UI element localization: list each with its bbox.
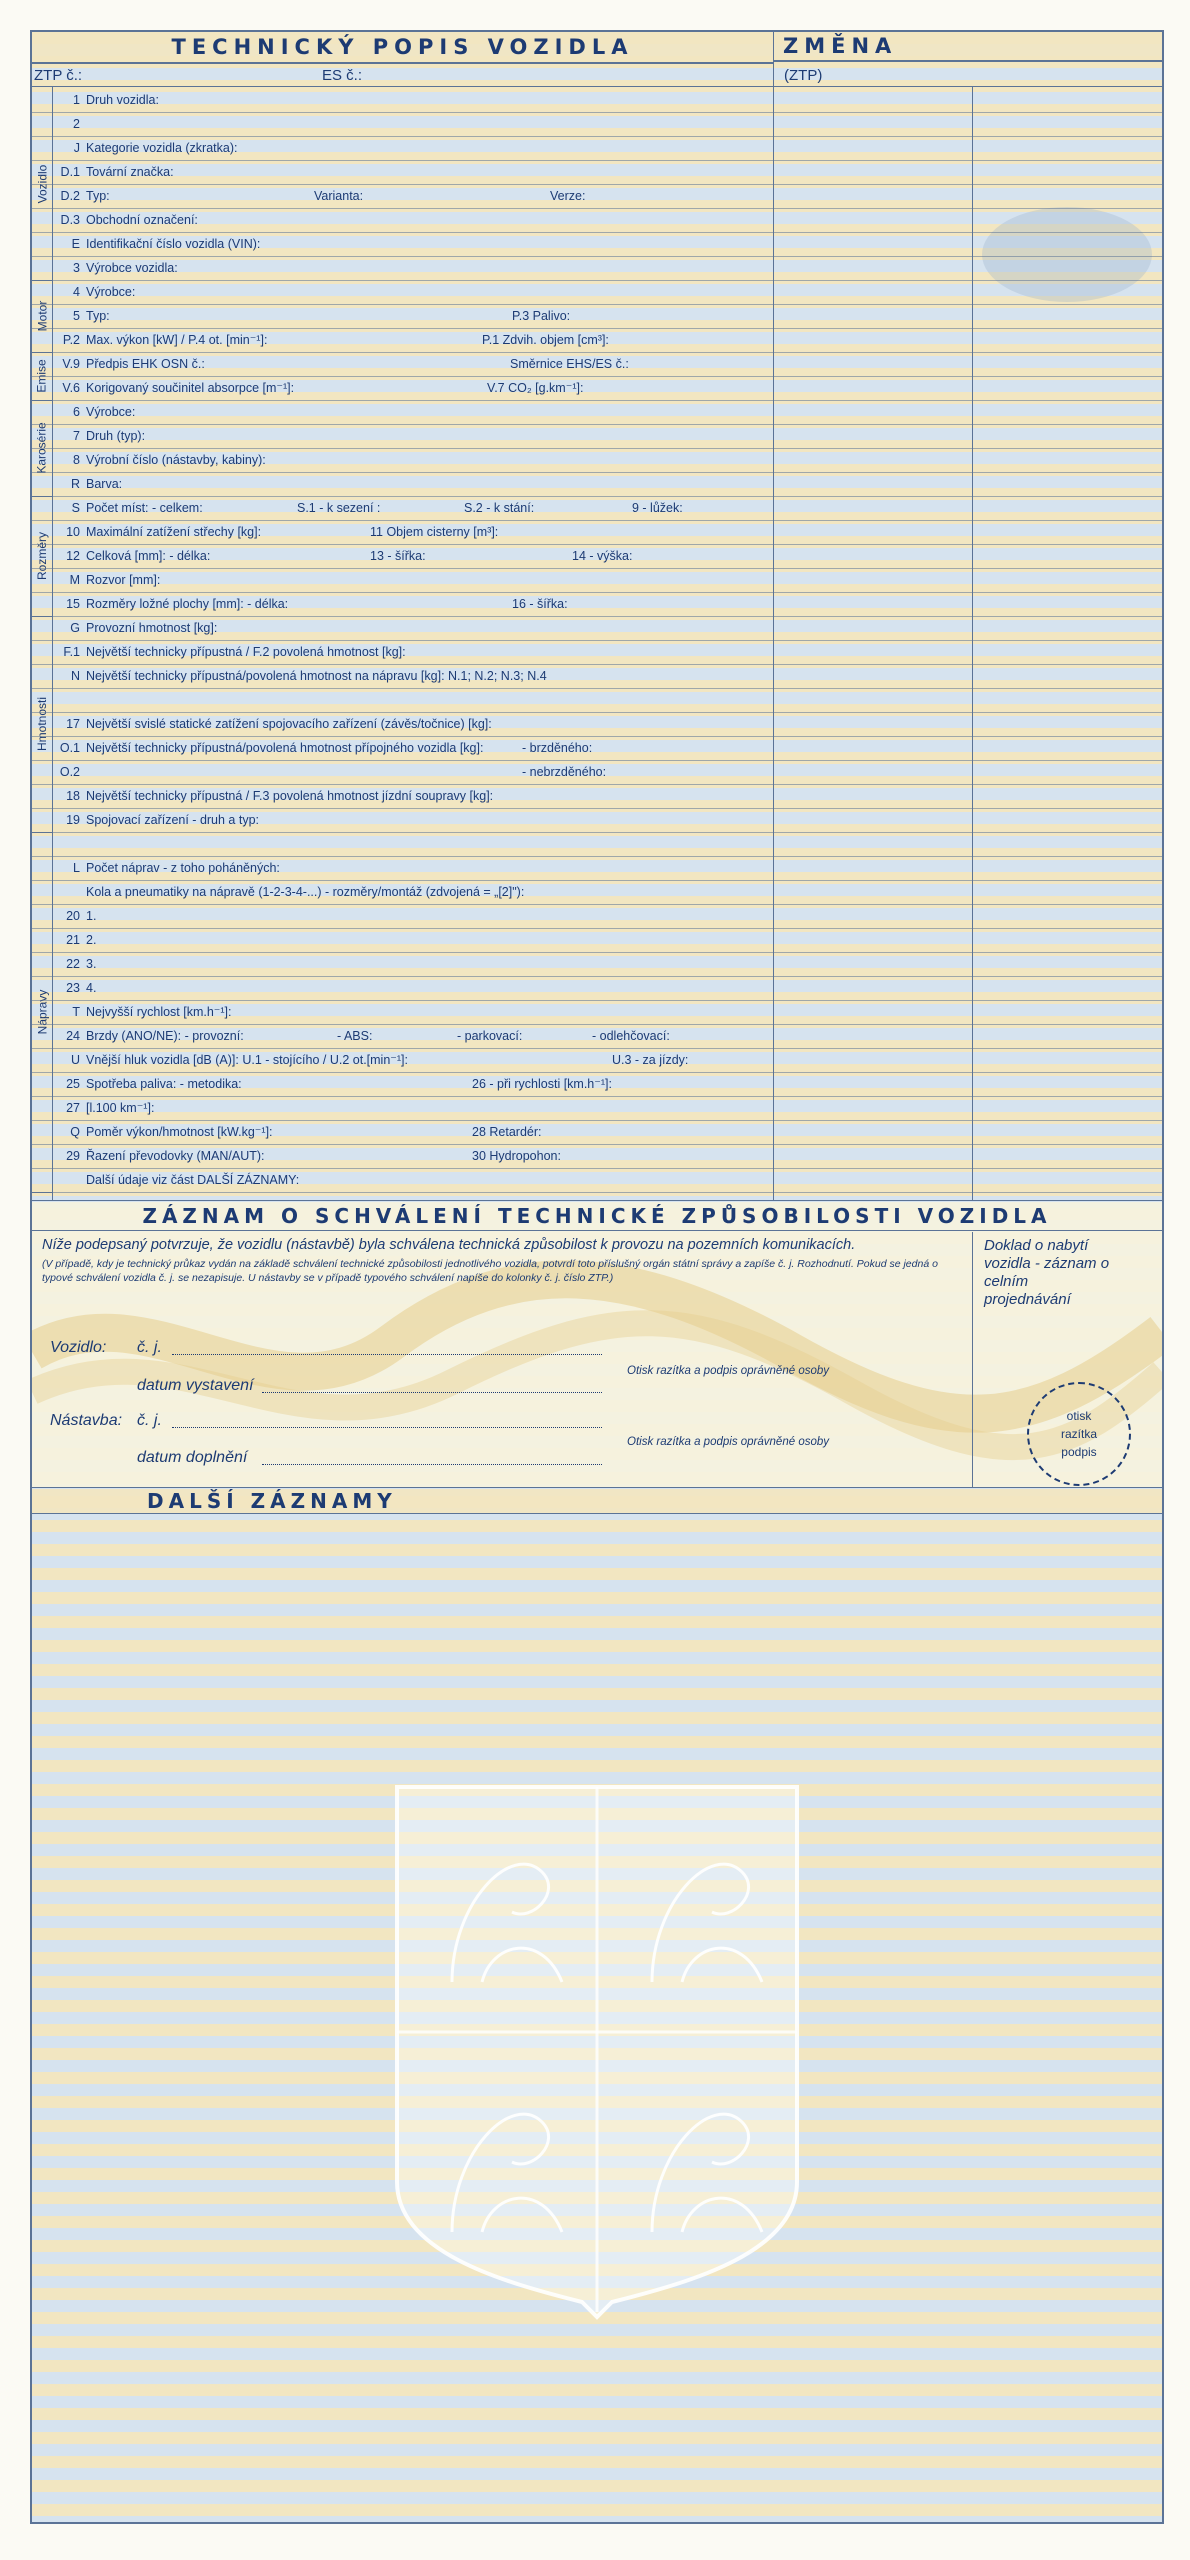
row-separator [32, 616, 1162, 617]
stamp-placeholder [1027, 1382, 1131, 1486]
group-label [32, 616, 52, 832]
table-row [32, 1120, 773, 1144]
table-row [32, 952, 773, 976]
row-code: P.2 [62, 333, 80, 347]
row-field-label: - odlehčovací: [592, 1029, 670, 1043]
row-code: 1 [73, 93, 80, 107]
issued-date-field[interactable] [262, 1392, 602, 1393]
vehicle-stamp-caption: Otisk razítka a podpis oprávněné osoby [627, 1365, 830, 1377]
table-row [32, 880, 773, 904]
table-row [32, 160, 773, 184]
row-field-label: S.2 - k stání: [464, 501, 535, 515]
es-label [322, 64, 362, 86]
row-separator [32, 496, 1162, 497]
group-label-text: Motor [35, 300, 49, 332]
row-code: E [71, 237, 80, 251]
table-row [32, 904, 773, 928]
ztp-label [34, 64, 82, 86]
approval-side-divider [972, 1232, 973, 1487]
table-row [32, 304, 773, 328]
customs-note: Doklad o nabytí vozidla - záznam o celním projednávání [984, 1237, 1110, 1308]
group-label-text: Hmotnosti [35, 696, 49, 752]
row-field-label: 9 - lůžek: [632, 501, 683, 515]
row-field-label: Směrnice EHS/ES č.: [510, 357, 629, 371]
row-code: T [72, 1005, 80, 1019]
row-field-label: 13 - šířka: [370, 549, 426, 563]
row-code: S [71, 501, 80, 515]
row-separator [32, 424, 1162, 425]
approval-note: (V případě, kdy je technický průkaz vydán na základě schválení technické způsobilosti jednotlivého vozidla, potvrdí toto příslušný orgán státní správy a zapíše č. j. Rozhodnutí. Pokud se jedná o typové schválení vozidla č. j. se nezapisuje. U nástavby se v případě typového schválení napíše do kolonky č. j. číslo ZTP.) [42, 1258, 938, 1284]
table-row [32, 496, 773, 520]
table-row [32, 736, 773, 760]
approval-section [32, 1202, 1162, 1487]
table-row [32, 688, 773, 712]
table-row [32, 856, 773, 880]
table-row [32, 1000, 773, 1024]
row-field-label: 3. [86, 957, 97, 971]
table-row [32, 88, 773, 112]
table-row [32, 664, 773, 688]
table-row [32, 472, 773, 496]
change-ztp-text: (ZTP) [784, 66, 823, 84]
row-separator [32, 904, 1162, 905]
row-code: 27 [66, 1101, 80, 1115]
row-separator [32, 520, 1162, 521]
row-field-label: Tovární značka: [86, 165, 174, 179]
row-field-label: Rozvor [mm]: [86, 573, 161, 587]
issued-label: datum vystavení [137, 1377, 254, 1394]
row-separator [32, 856, 1162, 857]
row-field-label: Spojovací zařízení - druh a typ: [86, 813, 260, 827]
row-field-label: Kategorie vozidla (zkratka): [86, 141, 238, 155]
table-row [32, 616, 773, 640]
table-row [32, 1072, 773, 1096]
row-code: 21 [66, 933, 80, 947]
vehicle-cj-field[interactable] [172, 1354, 602, 1355]
row-field-label: Předpis EHK OSN č.: [86, 357, 205, 371]
table-row [32, 976, 773, 1000]
row-field-label: Varianta: [314, 189, 364, 203]
row-code: D.2 [60, 189, 80, 203]
row-field-label: Další údaje viz část DALŠÍ ZÁZNAMY: [86, 1173, 300, 1187]
row-code: U [70, 1053, 80, 1067]
row-separator [32, 712, 1162, 713]
change-ztp-label [784, 64, 822, 86]
row-code: 8 [73, 453, 80, 467]
table-row [32, 640, 773, 664]
row-code: 6 [73, 405, 80, 419]
row-code: 18 [66, 789, 80, 803]
row-field-label: Největší technicky přípustná/povolená hmotnost na nápravu [kg]: N.1; N.2; N.3; N.4 [86, 669, 547, 683]
row-field-label: Rozměry ložné plochy [mm]: - délka: [86, 597, 289, 611]
row-separator [32, 112, 1162, 113]
table-row [32, 832, 773, 856]
row-separator [32, 1000, 1162, 1001]
row-separator [32, 352, 1162, 353]
row-field-label: 30 Hydropohon: [472, 1149, 561, 1163]
table-row [32, 1024, 773, 1048]
table-row [32, 136, 773, 160]
row-field-label: 26 - při rychlosti [km.h⁻¹]: [472, 1077, 612, 1091]
table-row [32, 1096, 773, 1120]
more-title: DALŠÍ ZÁZNAMY [147, 1489, 397, 1513]
row-field-label: [l.100 km⁻¹]: [86, 1101, 155, 1115]
row-code: 25 [66, 1077, 80, 1091]
group-label-text: Nápravy [35, 989, 49, 1035]
row-code: 17 [66, 717, 80, 731]
row-separator [32, 448, 1162, 449]
row-field-label: Kola a pneumatiky na nápravě (1-2-3-4-...) - rozměry/montáž (zdvojená = „[2]"): [86, 885, 525, 899]
row-separator [32, 304, 1162, 305]
row-separator [32, 592, 1162, 593]
row-field-label: - nebrzděného: [522, 765, 607, 779]
row-field-label: Nejvyšší rychlost [km.h⁻¹]: [86, 1005, 232, 1019]
row-code: N [70, 669, 80, 683]
row-field-label: Poměr výkon/hmotnost [kW.kg⁻¹]: [86, 1125, 273, 1139]
row-code: V.6 [62, 381, 80, 395]
group-label-text: Karosérie [35, 422, 50, 474]
row-separator [32, 760, 1162, 761]
row-code: O.2 [59, 765, 80, 779]
change-title: ZMĚNA [783, 34, 898, 58]
row-field-label: Druh vozidla: [86, 93, 159, 107]
group-label-text: Emise [35, 359, 49, 393]
header-title-bar [32, 32, 773, 64]
row-separator [32, 256, 1162, 257]
row-separator [32, 544, 1162, 545]
row-field-label: Korigovaný součinitel absorpce [m⁻¹]: [86, 381, 295, 395]
row-separator [32, 736, 1162, 737]
row-separator [32, 1096, 1162, 1097]
coat-of-arms-watermark [392, 1782, 802, 2322]
table-row [32, 1168, 773, 1192]
stamp-line: razítka [1060, 1427, 1097, 1441]
row-field-label: Identifikační číslo vozidla (VIN): [86, 237, 261, 251]
row-field-label: S.1 - k sezení : [297, 501, 381, 515]
body-stamp-caption: Otisk razítka a podpis oprávněné osoby [627, 1436, 830, 1448]
row-separator [32, 280, 1162, 281]
row-separator [32, 136, 1162, 137]
row-separator [32, 664, 1162, 665]
row-separator [32, 1120, 1162, 1121]
row-separator [32, 784, 1162, 785]
more-top-line [32, 1487, 1162, 1488]
table-row [32, 208, 773, 232]
table-row [32, 280, 773, 304]
row-code: O.1 [59, 741, 80, 755]
row-field-label: Barva: [86, 477, 123, 491]
table-row [32, 928, 773, 952]
table-row [32, 232, 773, 256]
row-code: R [70, 477, 80, 491]
row-code: D.1 [60, 165, 80, 179]
stamp-line: otisk [1066, 1409, 1092, 1423]
row-field-label: 2. [86, 933, 97, 947]
row-field-label: P.3 Palivo: [512, 309, 571, 323]
row-field-label: Výrobce vozidla: [86, 261, 178, 275]
page-title: TECHNICKÝ POPIS VOZIDLA [171, 35, 634, 59]
body-cj-field[interactable] [172, 1427, 602, 1428]
row-code: 22 [66, 957, 80, 971]
row-field-label: 4. [86, 981, 97, 995]
row-code: 2 [73, 117, 80, 131]
row-code: 7 [73, 429, 80, 443]
row-code: Q [70, 1125, 80, 1139]
body-cj-label: č. j. [137, 1412, 162, 1429]
row-separator [32, 160, 1162, 161]
more-title-bar [32, 1489, 1162, 1514]
row-field-label: Vnější hluk vozidla [dB (A)]: U.1 - stojícího / U.2 ot.[min⁻¹]: [86, 1053, 408, 1067]
row-field-label: Typ: [86, 189, 110, 203]
row-separator [32, 232, 1162, 233]
table-row [32, 184, 773, 208]
row-field-label: 11 Objem cisterny [m³]: [370, 525, 499, 539]
group-label [32, 280, 52, 352]
watermark-oval [982, 207, 1152, 302]
added-date-field[interactable] [262, 1464, 602, 1465]
row-code: 23 [66, 981, 80, 995]
table-row [32, 784, 773, 808]
row-code: J [73, 141, 80, 155]
row-field-label: V.7 CO₂ [g.km⁻¹]: [487, 381, 584, 395]
row-separator [32, 1048, 1162, 1049]
row-code: M [69, 573, 80, 587]
row-separator [32, 184, 1162, 185]
row-separator [32, 1144, 1162, 1145]
row-separator [32, 640, 1162, 641]
ztp-label-text: ZTP č.: [34, 66, 83, 84]
row-separator [32, 208, 1162, 209]
row-separator [32, 1192, 1162, 1193]
row-field-label: 14 - výška: [572, 549, 633, 563]
row-field-label: Max. výkon [kW] / P.4 ot. [min⁻¹]: [86, 333, 268, 347]
vehicle-cj-label: č. j. [137, 1339, 162, 1356]
approval-title: ZÁZNAM O SCHVÁLENÍ TECHNICKÉ ZPŮSOBILOSTI VOZIDLA [142, 1204, 1052, 1228]
table-row [32, 520, 773, 544]
table-row [32, 112, 773, 136]
table-row [32, 760, 773, 784]
row-code: 29 [66, 1149, 80, 1163]
row-code: 5 [73, 309, 80, 323]
row-code: 24 [66, 1029, 80, 1043]
row-separator [32, 400, 1162, 401]
row-field-label: Počet náprav - z toho poháněných: [86, 861, 280, 875]
row-separator [32, 688, 1162, 689]
row-field-label: Druh (typ): [86, 429, 146, 443]
row-field-label: Spotřeba paliva: - metodika: [86, 1077, 242, 1091]
group-label [32, 832, 52, 1192]
row-field-label: - parkovací: [457, 1029, 523, 1043]
row-code: 15 [66, 597, 80, 611]
table-row [32, 352, 773, 376]
row-separator [32, 1024, 1162, 1025]
row-field-label: Řazení převodovky (MAN/AUT): [86, 1149, 265, 1163]
added-label: datum doplnění [137, 1449, 248, 1466]
body-label: Nástavba: [50, 1412, 123, 1429]
row-field-label: P.1 Zdvih. objem [cm³]: [482, 333, 609, 347]
row-field-label: Výrobce: [86, 285, 136, 299]
row-separator [32, 376, 1162, 377]
row-field-label: U.3 - za jízdy: [612, 1053, 689, 1067]
row-field-label: Celková [mm]: - délka: [86, 549, 211, 563]
row-separator [32, 952, 1162, 953]
stamp-line: podpis [1061, 1445, 1097, 1459]
row-code: F.1 [63, 645, 80, 659]
header-divider [32, 86, 1162, 87]
table-row [32, 544, 773, 568]
table-row [32, 712, 773, 736]
row-code: 19 [66, 813, 80, 827]
table-row [32, 256, 773, 280]
row-separator [32, 472, 1162, 473]
row-field-label: - ABS: [337, 1029, 373, 1043]
row-field-label: 16 - šířka: [512, 597, 568, 611]
es-label-text: ES č.: [322, 66, 363, 84]
row-field-label: - brzděného: [522, 741, 593, 755]
row-field-label: Největší svislé statické zatížení spojovacího zařízení (závěs/točnice) [kg]: [86, 717, 492, 731]
table-row [32, 448, 773, 472]
table-row [32, 400, 773, 424]
table-row [32, 1048, 773, 1072]
approval-top-line [32, 1200, 1162, 1201]
row-field-label: Největší technicky přípustná/povolená hmotnost přípojného vozidla [kg]: [86, 741, 484, 755]
row-code: 3 [73, 261, 80, 275]
row-field-label: Počet míst: - celkem: [86, 501, 203, 515]
row-code: D.3 [60, 213, 80, 227]
row-code: L [73, 861, 80, 875]
row-separator [32, 1168, 1162, 1169]
table-row [32, 328, 773, 352]
table-row [32, 808, 773, 832]
row-separator [32, 880, 1162, 881]
row-field-label: Obchodní označení: [86, 213, 198, 227]
row-code: 4 [73, 285, 80, 299]
approval-statement: Níže podepsaný potvrzuje, že vozidlu (nástavbě) byla schválena technická způsobilost k provozu na pozemních komunikacích. [42, 1237, 856, 1253]
row-separator [32, 568, 1162, 569]
row-separator [32, 832, 1162, 833]
row-field-label: Typ: [86, 309, 110, 323]
table-row [32, 1144, 773, 1168]
row-field-label: Brzdy (ANO/NE): - provozní: [86, 1029, 244, 1043]
row-field-label: Maximální zatížení střechy [kg]: [86, 525, 262, 539]
row-field-label: 1. [86, 909, 97, 923]
row-code: V.9 [62, 357, 80, 371]
row-separator [32, 1072, 1162, 1073]
row-field-label: Největší technicky přípustná / F.3 povolená hmotnost jízdní soupravy [kg]: [86, 789, 494, 803]
row-separator [32, 328, 1162, 329]
row-code: 10 [66, 525, 80, 539]
row-separator [32, 928, 1162, 929]
row-code: 12 [66, 549, 80, 563]
row-field-label: Největší technicky přípustná / F.2 povolená hmotnost [kg]: [86, 645, 406, 659]
table-row [32, 424, 773, 448]
group-label-text: Vozidlo [35, 164, 50, 204]
vehicle-label: Vozidlo: [50, 1339, 107, 1356]
row-field-label: Verze: [550, 189, 586, 203]
row-field-label: Výrobní číslo (nástavby, kabiny): [86, 453, 266, 467]
table-row [32, 568, 773, 592]
row-field-label: Výrobce: [86, 405, 136, 419]
change-inner-divider [972, 86, 973, 1200]
row-field-label: 28 Retardér: [472, 1125, 542, 1139]
table-row [32, 376, 773, 400]
row-field-label: Provozní hmotnost [kg]: [86, 621, 218, 635]
group-label [32, 496, 52, 616]
row-separator [32, 808, 1162, 809]
row-code: G [70, 621, 80, 635]
technical-certificate-page [30, 30, 1164, 2524]
change-title-bar [773, 32, 1162, 62]
table-row [32, 592, 773, 616]
group-label-text: Rozměry [35, 531, 50, 581]
row-separator [32, 976, 1162, 977]
row-code: 20 [66, 909, 80, 923]
